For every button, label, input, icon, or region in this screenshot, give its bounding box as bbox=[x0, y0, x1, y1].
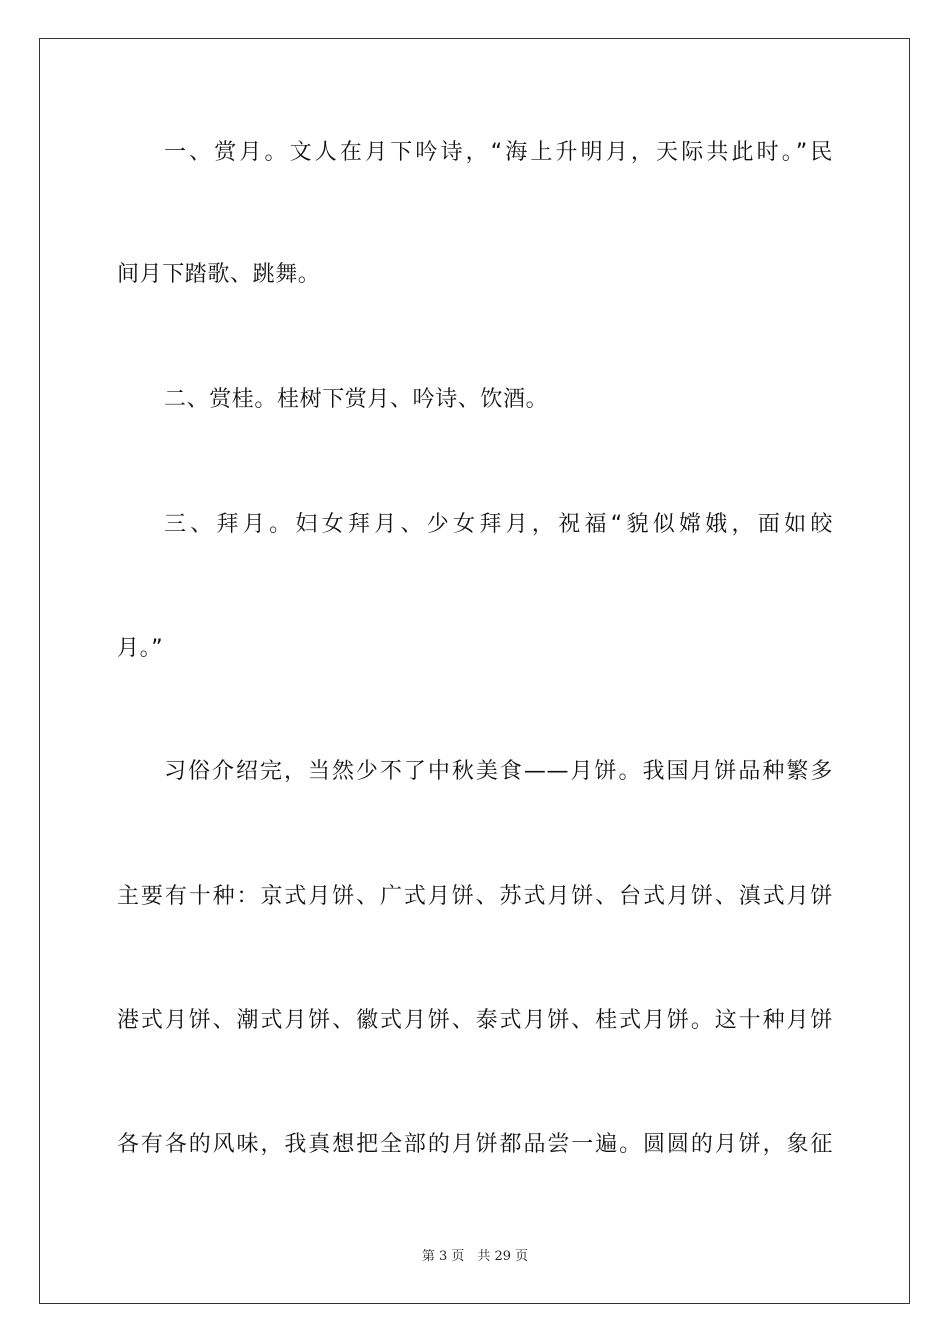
text-line-1: 一、赏月。文人在月下吟诗，“海上升明月，天际共此时。”民 bbox=[164, 140, 833, 165]
page-frame bbox=[39, 38, 910, 1304]
text-line-8: 港式月饼、潮式月饼、徽式月饼、泰式月饼、桂式月饼。这十种月饼 bbox=[117, 1008, 833, 1033]
page-number-footer: 第 3 页 共 29 页 bbox=[421, 1249, 529, 1264]
text-line-4: 三、拜月。妇女拜月、少女拜月，祝福“貌似嫦娥，面如皎 bbox=[164, 512, 833, 537]
text-line-6: 习俗介绍完，当然少不了中秋美食——月饼。我国月饼品种繁多 bbox=[164, 759, 833, 784]
text-line-7: 主要有十种：京式月饼、广式月饼、苏式月饼、台式月饼、滇式月饼 bbox=[117, 884, 833, 909]
text-line-2: 间月下踏歌、跳舞。 bbox=[117, 262, 321, 287]
text-line-5: 月。” bbox=[117, 636, 164, 661]
text-line-3: 二、赏桂。桂树下赏月、吟诗、饮酒。 bbox=[164, 387, 549, 412]
text-line-9: 各有各的风味，我真想把全部的月饼都品尝一遍。圆圆的月饼，象征 bbox=[117, 1132, 833, 1157]
